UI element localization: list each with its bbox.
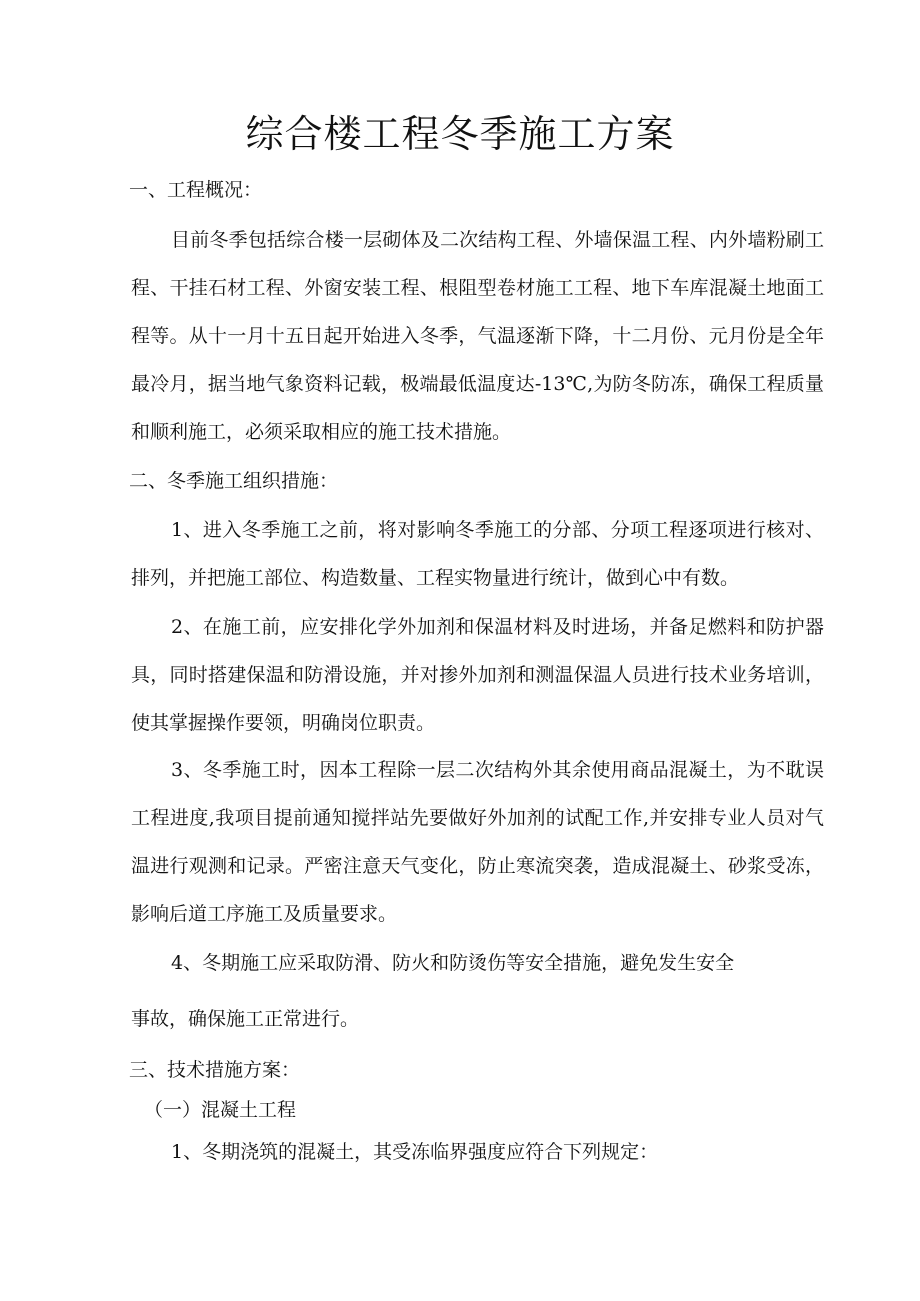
paragraph-organization-1: 1、进入冬季施工之前，将对影响冬季施工的分部、分项工程逐项进行核对、排列，并把施工部位、构造数量、工程实物量进行统计，做到心中有数。 [131, 519, 824, 589]
section-heading-organization: 二、冬季施工组织措施： [129, 470, 339, 492]
paragraph-organization-2: 2、在施工前，应安排化学外加剂和保温材料及时进场，并备足燃料和防护器具，同时搭建保温和防滑设施，并对掺外加剂和测温保温人员进行技术业务培训，使其掌握操作要领，明确岗位职责。 [131, 616, 824, 734]
paragraph-organization-4-line2: 事故，确保施工正常进行。 [131, 1008, 360, 1030]
paragraph-overview: 目前冬季包括综合楼一层砌体及二次结构工程、外墙保温工程、内外墙粉刷工程、干挂石材工程、外窗安装工程、根阻型卷材施工工程、地下车库混凝土地面工程等。从十一月十五日起开始进入冬季，气温逐渐下降，十二月份、元月份是全年最冷月，据当地气象资料记载，极端最低温度达-13℃,为防冬防冻，确保工程质量和顺利施工，必须采取相应的施工技术措施。 [131, 229, 824, 443]
paragraph-organization-4-line1: 4、冬期施工应采取防滑、防火和防烫伤等安全措施，避免发生安全 [171, 952, 735, 974]
section-heading-overview: 一、工程概况： [129, 179, 263, 201]
paragraph-organization-3: 3、冬季施工时，因本工程除一层二次结构外其余使用商品混凝土，为不耽误工程进度,我项目提前通知搅拌站先要做好外加剂的试配工作,并安排专业人员对气温进行观测和记录。严密注意天气变化，防止寒流突袭，造成混凝土、砂浆受冻，影响后道工序施工及质量要求。 [131, 759, 824, 925]
paragraph-concrete-1: 1、冬期浇筑的混凝土，其受冻临界强度应符合下列规定： [171, 1141, 659, 1163]
section-heading-technical: 三、技术措施方案： [129, 1059, 301, 1081]
document-title: 综合楼工程冬季施工方案 [245, 112, 675, 156]
subsection-heading-concrete: （一）混凝土工程 [144, 1099, 297, 1121]
